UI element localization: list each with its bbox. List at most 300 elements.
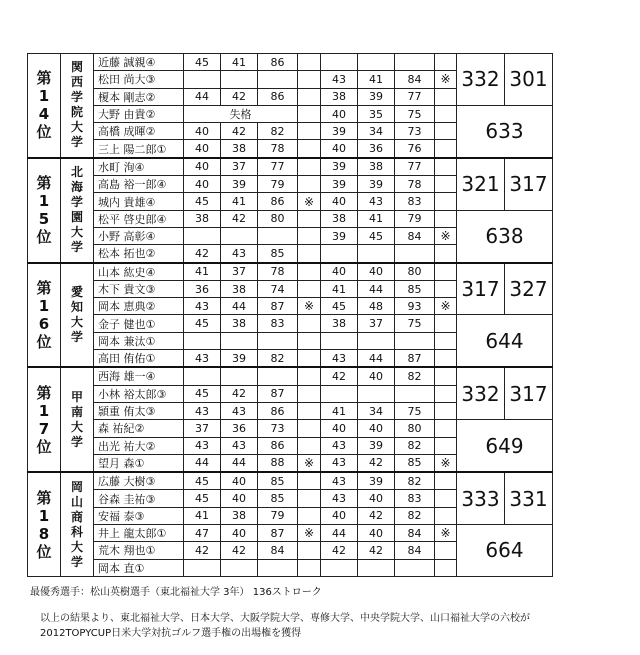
round1-out: 36: [184, 280, 221, 297]
round2-total: 75: [395, 402, 435, 419]
university-cell: 岡 山 商 科 大 学: [61, 472, 94, 576]
day2-team-score: 301: [505, 54, 553, 106]
table-row: [28, 525, 553, 542]
team-total-score: 633: [457, 105, 553, 157]
round1-total: 78: [258, 140, 298, 158]
round1-out: 45: [184, 315, 221, 332]
round2-out: 41: [321, 280, 358, 297]
round1-in: [221, 332, 258, 349]
player-name: 西海 雄一④: [94, 367, 184, 385]
player-name: 小林 裕太郎③: [94, 385, 184, 402]
round1-drop-mark: [298, 437, 321, 454]
round2-drop-mark: [435, 210, 457, 227]
round1-in: 37: [221, 158, 258, 176]
round1-out: [184, 367, 221, 385]
round2-out: [321, 245, 358, 263]
round1-out: 44: [184, 454, 221, 472]
round2-in: 39: [358, 472, 395, 490]
round2-out: 38: [321, 315, 358, 332]
round1-in: 39: [221, 350, 258, 368]
table-row: [28, 420, 553, 437]
round2-out: 44: [321, 525, 358, 542]
round2-in: [358, 332, 395, 349]
round1-drop-mark: [298, 402, 321, 419]
round2-drop-mark: [435, 263, 457, 281]
round1-in: 38: [221, 507, 258, 524]
round2-drop-mark: ※: [435, 71, 457, 88]
round1-total: 78: [258, 263, 298, 281]
round2-total: 82: [395, 367, 435, 385]
round1-out: 43: [184, 298, 221, 315]
university-cell: 愛 知 大 学: [61, 263, 94, 368]
round2-drop-mark: [435, 140, 457, 158]
round2-in: 45: [358, 227, 395, 244]
rank-cell: 第 1 5 位: [28, 158, 61, 263]
round2-drop-mark: [435, 385, 457, 402]
round2-total: 82: [395, 437, 435, 454]
round1-total: [258, 227, 298, 244]
round2-out: 40: [321, 420, 358, 437]
round1-total: 85: [258, 490, 298, 507]
round2-drop-mark: [435, 542, 457, 559]
round1-in: 36: [221, 420, 258, 437]
round2-drop-mark: [435, 54, 457, 71]
player-name: 高田 侑佑①: [94, 350, 184, 368]
round1-in: [221, 559, 258, 576]
round1-out: [184, 559, 221, 576]
round1-out: 45: [184, 490, 221, 507]
round1-total: 87: [258, 525, 298, 542]
round2-drop-mark: [435, 88, 457, 105]
round1-out: [184, 332, 221, 349]
day1-team-score: 332: [457, 54, 505, 106]
round2-total: [395, 559, 435, 576]
player-name: 岡本 直①: [94, 559, 184, 576]
player-name: 松田 尚大③: [94, 71, 184, 88]
university-cell: 甲 南 大 学: [61, 367, 94, 472]
round1-in: 43: [221, 245, 258, 263]
round1-total: 86: [258, 88, 298, 105]
round1-total: 87: [258, 298, 298, 315]
player-name: 金子 健也①: [94, 315, 184, 332]
round2-in: 42: [358, 542, 395, 559]
table-row: [28, 263, 553, 281]
round1-out: 40: [184, 158, 221, 176]
round2-out: 43: [321, 437, 358, 454]
round2-total: [395, 385, 435, 402]
round2-in: 42: [358, 454, 395, 472]
round1-total: [258, 559, 298, 576]
rank-cell: 第 1 8 位: [28, 472, 61, 576]
round1-in: 42: [221, 123, 258, 140]
round1-drop-mark: [298, 54, 321, 71]
round1-drop-mark: [298, 367, 321, 385]
round1-drop-mark: [298, 176, 321, 193]
round1-drop-mark: [298, 123, 321, 140]
round1-drop-mark: [298, 507, 321, 524]
day2-team-score: 331: [505, 472, 553, 524]
round1-in: 43: [221, 437, 258, 454]
table-row: [28, 54, 553, 71]
round1-drop-mark: [298, 71, 321, 88]
round2-out: 39: [321, 158, 358, 176]
round1-out: 42: [184, 542, 221, 559]
round2-drop-mark: [435, 402, 457, 419]
round1-drop-mark: [298, 315, 321, 332]
round2-out: [321, 385, 358, 402]
day1-team-score: 333: [457, 472, 505, 524]
qualification-note-line2: 2012TOPYCUP日米大学対抗ゴルフ選手権の出場権を獲得: [40, 628, 302, 639]
round2-in: 37: [358, 315, 395, 332]
round2-total: 77: [395, 158, 435, 176]
round1-total: 83: [258, 315, 298, 332]
round2-total: [395, 245, 435, 263]
round2-total: 87: [395, 350, 435, 368]
round1-out: 43: [184, 402, 221, 419]
round2-total: 84: [395, 71, 435, 88]
round2-in: 39: [358, 88, 395, 105]
round1-drop-mark: [298, 490, 321, 507]
round2-total: [395, 332, 435, 349]
table-row: [28, 367, 553, 385]
round1-in: [221, 227, 258, 244]
table-row: [28, 315, 553, 332]
round1-drop-mark: [298, 472, 321, 490]
round2-in: 34: [358, 123, 395, 140]
player-name: 木下 貴文③: [94, 280, 184, 297]
round1-total: 82: [258, 350, 298, 368]
player-name: 榎本 剛志②: [94, 88, 184, 105]
round1-total: 74: [258, 280, 298, 297]
round1-out: 47: [184, 525, 221, 542]
round1-out: 37: [184, 420, 221, 437]
round1-out: 41: [184, 263, 221, 281]
round2-out: [321, 54, 358, 71]
round1-drop-mark: ※: [298, 298, 321, 315]
round1-out: 38: [184, 210, 221, 227]
round1-total: 79: [258, 507, 298, 524]
round1-drop-mark: ※: [298, 193, 321, 210]
round1-in: 38: [221, 280, 258, 297]
player-name: 高橋 成暉②: [94, 123, 184, 140]
round2-total: 77: [395, 88, 435, 105]
player-name: 出光 祐大②: [94, 437, 184, 454]
round2-total: 75: [395, 315, 435, 332]
round1-total: [258, 367, 298, 385]
university-cell: 関 西 学 院 大 学: [61, 54, 94, 158]
round1-total: 86: [258, 193, 298, 210]
round1-out: 40: [184, 176, 221, 193]
round1-drop-mark: [298, 88, 321, 105]
team-total-score: 649: [457, 420, 553, 472]
player-name: 井上 龍太郎①: [94, 525, 184, 542]
round1-drop-mark: [298, 280, 321, 297]
round2-drop-mark: [435, 507, 457, 524]
round2-in: [358, 245, 395, 263]
rank-cell: 第 1 4 位: [28, 54, 61, 158]
round2-in: 39: [358, 437, 395, 454]
round2-drop-mark: [435, 490, 457, 507]
round2-total: [395, 54, 435, 71]
round1-in: 43: [221, 402, 258, 419]
round1-total: 79: [258, 176, 298, 193]
round2-out: 45: [321, 298, 358, 315]
player-name: 三上 陽二郎①: [94, 140, 184, 158]
round1-in: 41: [221, 54, 258, 71]
round1-drop-mark: [298, 559, 321, 576]
player-name: 山本 紘史④: [94, 263, 184, 281]
round2-out: 41: [321, 402, 358, 419]
round1-out: 40: [184, 123, 221, 140]
round2-out: 40: [321, 193, 358, 210]
round2-in: 42: [358, 507, 395, 524]
round2-in: [358, 54, 395, 71]
round2-total: 73: [395, 123, 435, 140]
round2-total: 80: [395, 420, 435, 437]
round2-drop-mark: [435, 472, 457, 490]
player-name: 松平 啓史郎④: [94, 210, 184, 227]
round2-in: 43: [358, 193, 395, 210]
round1-total: 87: [258, 385, 298, 402]
round1-out: 42: [184, 245, 221, 263]
round2-total: 76: [395, 140, 435, 158]
round1-in: [221, 367, 258, 385]
round2-in: 39: [358, 176, 395, 193]
player-name: 森 祐紀②: [94, 420, 184, 437]
rank-cell: 第 1 7 位: [28, 367, 61, 472]
round2-out: 42: [321, 367, 358, 385]
round2-in: 40: [358, 263, 395, 281]
round2-in: 38: [358, 158, 395, 176]
round2-out: 43: [321, 472, 358, 490]
round2-total: 83: [395, 193, 435, 210]
round1-total: 86: [258, 437, 298, 454]
round2-out: 40: [321, 507, 358, 524]
team-total-score: 638: [457, 210, 553, 262]
round2-drop-mark: [435, 280, 457, 297]
player-name: 城内 貴雄④: [94, 193, 184, 210]
round1-drop-mark: [298, 420, 321, 437]
player-name: 荒木 翔也①: [94, 542, 184, 559]
round1-total: [258, 71, 298, 88]
table-row: [28, 105, 553, 122]
round2-drop-mark: [435, 332, 457, 349]
round2-drop-mark: [435, 193, 457, 210]
round2-drop-mark: [435, 158, 457, 176]
round1-in: 41: [221, 193, 258, 210]
round2-in: 44: [358, 280, 395, 297]
round1-drop-mark: [298, 542, 321, 559]
round1-in: 42: [221, 385, 258, 402]
round1-in: 44: [221, 298, 258, 315]
round1-out: [184, 227, 221, 244]
round2-total: 93: [395, 298, 435, 315]
round2-drop-mark: ※: [435, 298, 457, 315]
round2-out: 42: [321, 542, 358, 559]
round2-out: [321, 332, 358, 349]
round1-total: 84: [258, 542, 298, 559]
round1-drop-mark: [298, 227, 321, 244]
round1-drop-mark: ※: [298, 525, 321, 542]
round2-in: 40: [358, 490, 395, 507]
round2-drop-mark: ※: [435, 525, 457, 542]
round2-out: 43: [321, 350, 358, 368]
round2-total: 78: [395, 176, 435, 193]
round1-in: 39: [221, 176, 258, 193]
round1-total: 77: [258, 158, 298, 176]
round1-out: 40: [184, 140, 221, 158]
round2-out: 43: [321, 454, 358, 472]
round1-total: 85: [258, 245, 298, 263]
round1-total: 73: [258, 420, 298, 437]
player-name: 近藤 誠親④: [94, 54, 184, 71]
round2-drop-mark: ※: [435, 227, 457, 244]
round2-drop-mark: [435, 350, 457, 368]
round2-out: 39: [321, 123, 358, 140]
round2-total: 82: [395, 507, 435, 524]
round2-in: 40: [358, 525, 395, 542]
player-name: 谷森 圭祐③: [94, 490, 184, 507]
round2-drop-mark: ※: [435, 454, 457, 472]
round1-out: 45: [184, 385, 221, 402]
round2-in: [358, 559, 395, 576]
player-name: 大野 由貴②: [94, 105, 184, 122]
day2-team-score: 317: [505, 158, 553, 210]
player-name: 松本 拓也②: [94, 245, 184, 263]
round1-in: 40: [221, 472, 258, 490]
player-name: 広藤 大樹③: [94, 472, 184, 490]
round1-out: 43: [184, 350, 221, 368]
round1-out: 45: [184, 472, 221, 490]
round1-in: 42: [221, 88, 258, 105]
round2-in: 36: [358, 140, 395, 158]
round2-total: 85: [395, 280, 435, 297]
round2-out: 43: [321, 71, 358, 88]
round2-drop-mark: [435, 559, 457, 576]
round1-status: 失格: [184, 105, 298, 122]
round2-in: 44: [358, 350, 395, 368]
round2-out: 38: [321, 210, 358, 227]
table-row: [28, 158, 553, 176]
round1-drop-mark: [298, 210, 321, 227]
round2-total: 85: [395, 454, 435, 472]
round2-drop-mark: [435, 420, 457, 437]
round1-total: 85: [258, 472, 298, 490]
round1-out: 45: [184, 54, 221, 71]
round2-total: 83: [395, 490, 435, 507]
round1-in: 38: [221, 140, 258, 158]
round1-total: 82: [258, 123, 298, 140]
round1-drop-mark: [298, 140, 321, 158]
round2-out: 40: [321, 263, 358, 281]
table-row: [28, 210, 553, 227]
round2-total: 84: [395, 525, 435, 542]
round2-out: 40: [321, 105, 358, 122]
round1-in: [221, 71, 258, 88]
round1-drop-mark: [298, 245, 321, 263]
round1-total: 86: [258, 54, 298, 71]
round1-drop-mark: [298, 158, 321, 176]
player-name: 小野 高彰④: [94, 227, 184, 244]
rank-cell: 第 1 6 位: [28, 263, 61, 368]
player-name: 安福 泰③: [94, 507, 184, 524]
round1-in: 40: [221, 525, 258, 542]
round2-drop-mark: [435, 176, 457, 193]
best-player-note: 最優秀選手：松山英樹選手（東北福祉大学 3年） 136ストローク: [30, 587, 322, 598]
player-name: 岡本 兼汰①: [94, 332, 184, 349]
round1-in: 42: [221, 542, 258, 559]
round2-drop-mark: [435, 245, 457, 263]
round1-out: 44: [184, 88, 221, 105]
round1-in: 37: [221, 263, 258, 281]
round2-in: 40: [358, 420, 395, 437]
round2-total: 84: [395, 542, 435, 559]
round2-in: 40: [358, 367, 395, 385]
round1-out: 45: [184, 193, 221, 210]
qualification-note-line1: 以上の結果より、東北福祉大学、日本大学、大阪学院大学、専修大学、中央学院大学、山口福祉大学の六校が: [40, 613, 530, 624]
round2-drop-mark: [435, 437, 457, 454]
round2-drop-mark: [435, 367, 457, 385]
day1-team-score: 321: [457, 158, 505, 210]
player-name: 望月 森①: [94, 454, 184, 472]
round2-out: 39: [321, 176, 358, 193]
player-name: 頴重 侑太③: [94, 402, 184, 419]
round1-drop-mark: [298, 263, 321, 281]
round1-drop-mark: [298, 385, 321, 402]
round2-drop-mark: [435, 123, 457, 140]
round1-out: 41: [184, 507, 221, 524]
round1-total: 80: [258, 210, 298, 227]
player-name: 水町 洵④: [94, 158, 184, 176]
table-row: [28, 472, 553, 490]
round1-in: 42: [221, 210, 258, 227]
round2-out: 40: [321, 140, 358, 158]
round1-in: 40: [221, 490, 258, 507]
round2-in: 34: [358, 402, 395, 419]
round2-drop-mark: [435, 315, 457, 332]
round2-total: 80: [395, 263, 435, 281]
round2-in: 41: [358, 210, 395, 227]
day2-team-score: 327: [505, 263, 553, 315]
round2-out: 38: [321, 88, 358, 105]
round1-in: 38: [221, 315, 258, 332]
round2-in: 41: [358, 71, 395, 88]
round2-drop-mark: [435, 105, 457, 122]
round1-drop-mark: [298, 332, 321, 349]
round1-total: [258, 332, 298, 349]
round2-total: 75: [395, 105, 435, 122]
round2-out: 43: [321, 490, 358, 507]
round2-in: 35: [358, 105, 395, 122]
day1-team-score: 332: [457, 367, 505, 419]
day1-team-score: 317: [457, 263, 505, 315]
round1-total: 88: [258, 454, 298, 472]
round1-drop-mark: [298, 350, 321, 368]
university-cell: 北 海 学 園 大 学: [61, 158, 94, 263]
team-total-score: 664: [457, 525, 553, 577]
round2-out: [321, 559, 358, 576]
day2-team-score: 317: [505, 367, 553, 419]
player-name: 高島 裕一郎④: [94, 176, 184, 193]
round2-total: 79: [395, 210, 435, 227]
player-name: 岡本 恵典②: [94, 298, 184, 315]
round2-total: 82: [395, 472, 435, 490]
round1-in: 44: [221, 454, 258, 472]
round1-drop-mark: ※: [298, 454, 321, 472]
results-table: [27, 53, 553, 577]
round1-total: 86: [258, 402, 298, 419]
round1-out: [184, 71, 221, 88]
